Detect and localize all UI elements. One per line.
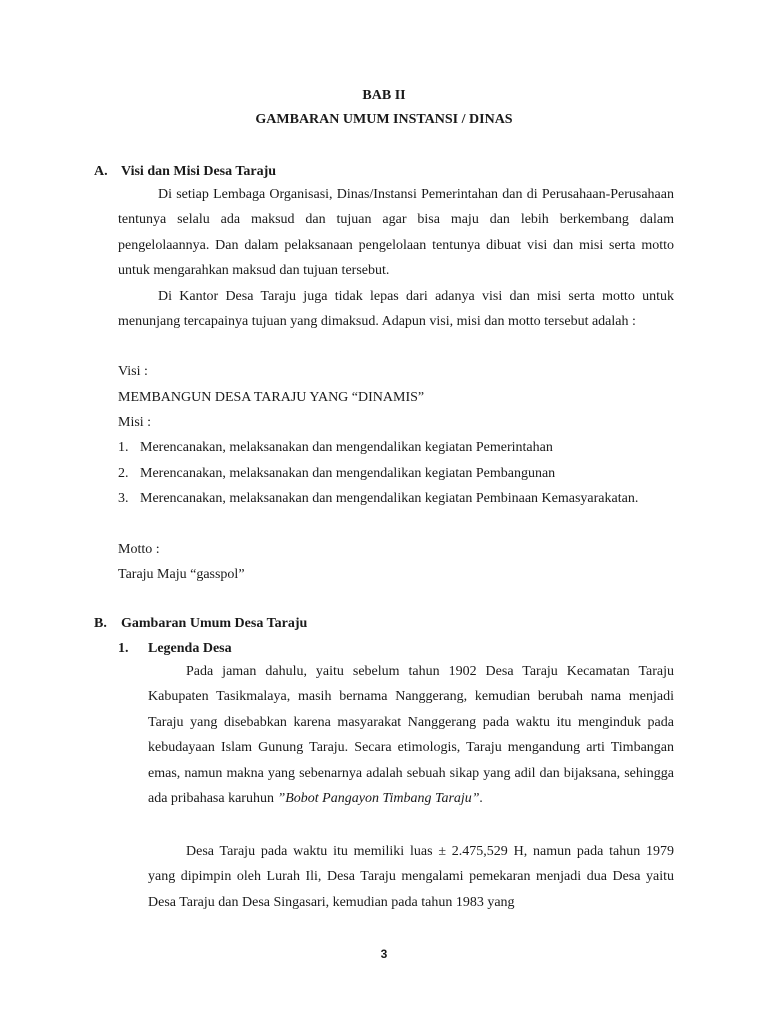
misi-item-text: Merencanakan, melaksanakan dan mengendalikan kegiatan Pembangunan [140, 466, 556, 481]
visi-label: Visi : [118, 364, 148, 379]
subsection-1-title: Legenda Desa [148, 641, 232, 656]
legend-paragraph-1-text: Pada jaman dahulu, yaitu sebelum tahun 1902 Desa Taraju Kecamatan Taraju Kabupaten Tasikmalaya, masih bernama Nanggerang, kemudian berubah nama menjadi Taraju yang disebabkan karena masyarakat Nanggerang pada waktu itu menginduk pada kebudayaan Islam Gunung Taraju. Secara etimologis, Taraju mengandung arti Timbangan emas, namun makna yang sebenarnya adalah sebuah sikap yang adil dan bijaksana, sehingga ada pribahasa karuhun [148, 664, 674, 807]
misi-item-number: 2. [118, 466, 129, 481]
section-a-label: A. [94, 164, 108, 179]
section-b-label: B. [94, 616, 107, 631]
legend-paragraph-1 [148, 659, 674, 811]
misi-item-number: 1. [118, 440, 129, 455]
chapter-heading: BAB II [362, 88, 406, 103]
chapter-title: GAMBARAN UMUM INSTANSI / DINAS [255, 112, 513, 127]
misi-label: Misi : [118, 415, 152, 430]
page-number: 3 [380, 947, 388, 961]
section-b-title: Gambaran Umum Desa Taraju [121, 616, 308, 631]
motto-text: Taraju Maju “gasspol” [118, 567, 245, 582]
visi-text: MEMBANGUN DESA TARAJU YANG “DINAMIS” [118, 390, 425, 405]
legend-paragraph-2: Desa Taraju pada waktu itu memiliki luas ± 2.475,529 H, namun pada tahun 1979 yang dipimpin oleh Lurah Ili, Desa Taraju mengalami pemekaran menjadi dua Desa yaitu Desa Taraju dan Desa Singasari, kemudian pada tahun 1983 yang [148, 844, 674, 910]
subsection-1-label: 1. [118, 641, 129, 656]
misi-item-text: Merencanakan, melaksanakan dan mengendalikan kegiatan Pemerintahan [140, 440, 553, 455]
misi-item-text: Merencanakan, melaksanakan dan mengendalikan kegiatan Pembinaan Kemasyarakatan. [140, 491, 639, 506]
section-a-paragraph-1: Di setiap Lembaga Organisasi, Dinas/Instansi Pemerintahan dan di Perusahaan-Perusahaan tentunya selalu ada maksud dan tujuan agar bisa maju dan lebih berkembang dalam pengelolaannya. Dan dalam pelaksanaan pengelolaan tentunya dibuat visi dan misi serta motto untuk mengarahkan maksud dan tujuan tersebut. [118, 187, 674, 279]
misi-item-number: 3. [118, 491, 129, 506]
proverb-quote: ”Bobot Pangayon Timbang Taraju”. [277, 791, 484, 807]
motto-label: Motto : [118, 542, 160, 557]
section-a-paragraph-2: Di Kantor Desa Taraju juga tidak lepas dari adanya visi dan misi serta motto untuk menunjang tercapainya tujuan yang dimaksud. Adapun visi, misi dan motto tersebut adalah : [118, 289, 674, 330]
section-a-title: Visi dan Misi Desa Taraju [121, 164, 277, 179]
